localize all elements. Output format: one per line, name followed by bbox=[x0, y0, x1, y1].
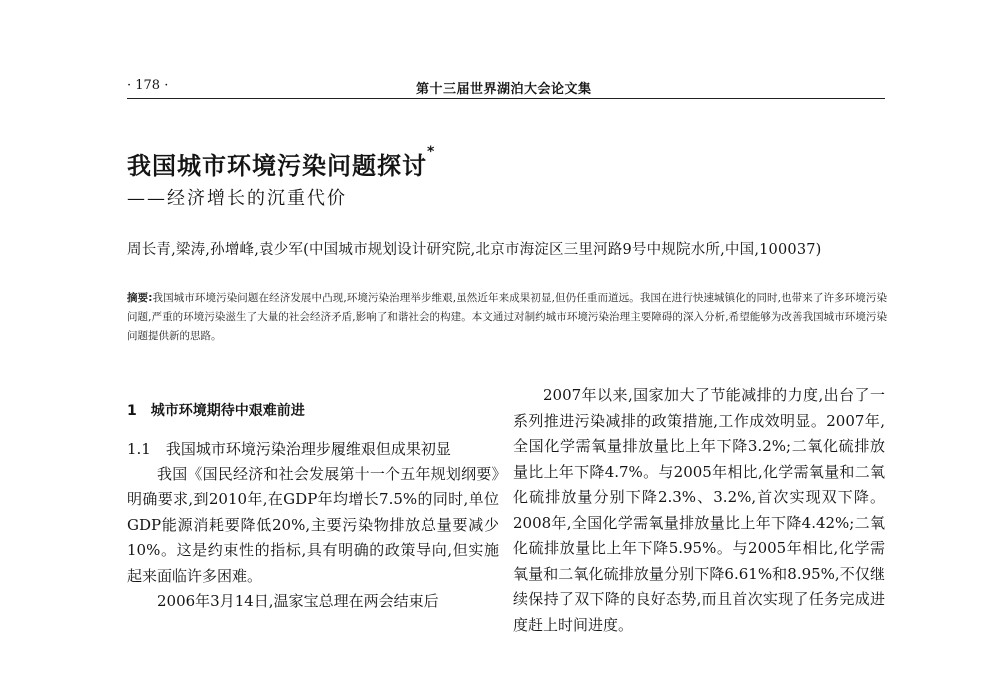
body-paragraph: 2007年以来,国家加大了节能减排的力度,出台了一系列推进污染减排的政策措施,工作成效明显。2007年,全国化学需氧量排放量比上年下降3.2%;二氧化硫排放量比上年下降4.7%。与2005年相比,化学需氧量和二氧化硫排放量分别下降2.3%、3.2%,首次实现双下降。2008年,全国化学需氧量排放量比上年下降4.42%;二氧化硫排放量比上年下降5.95%。与2005年相比,化学需氧量和二氧化硫排放量分别下降6.61%和8.95%,不仅继续保持了双下降的良好态势,而且首次实现了任务完成进度赶上时间进度。 bbox=[513, 386, 885, 634]
header-rule bbox=[127, 98, 885, 99]
right-column bbox=[513, 383, 885, 638]
body-paragraph: 我国《国民经济和社会发展第十一个五年规划纲要》明确要求,到2010年,在GDP年均增长7.5%的同时,单位GDP能源消耗要降低20%,主要污染物排放总量要减少10%。这是约束性的指标,具有明确的政策导向,但实施起来面临许多困难。 bbox=[127, 464, 499, 585]
abstract-text: 我国城市环境污染问题在经济发展中凸现,环境污染治理举步维艰,虽然近年来成果初显,但仍任重而道远。我国在进行快速城镇化的同时,也带来了许多环境污染问题,严重的环境污染滋生了大量的社会经济矛盾,影响了和谐社会的构建。本文通过对制约城市环境污染治理主要障碍的深入分析,希望能够为改善我国城市环境污染问题提供新的思路。 bbox=[127, 292, 887, 342]
authors-line: 周长青,梁涛,孙增峰,袁少军(中国城市规划设计研究院,北京市海淀区三里河路9号中规院水所,中国,100037) bbox=[127, 242, 822, 258]
abstract-label: 摘要: bbox=[127, 292, 153, 304]
journal-title: 第十三届世界湖泊大会论文集 bbox=[416, 82, 592, 97]
abstract bbox=[127, 289, 887, 346]
running-header bbox=[127, 78, 885, 98]
subsection-heading: 1.1 我国城市环境污染治理步履维艰但成果初显 bbox=[127, 439, 451, 458]
article-subtitle: ——经济增长的沉重代价 bbox=[127, 188, 347, 209]
body-paragraph: 2006年3月14日,温家宝总理在两会结束后 bbox=[157, 592, 439, 610]
title-footnote-mark: * bbox=[427, 144, 436, 160]
article-title bbox=[127, 146, 435, 181]
article-title-text: 我国城市环境污染问题探讨 bbox=[127, 152, 427, 180]
left-column bbox=[127, 399, 499, 615]
section-heading: 1 城市环境期待中艰难前进 bbox=[127, 403, 305, 419]
page-number: · 178 · bbox=[127, 78, 169, 93]
